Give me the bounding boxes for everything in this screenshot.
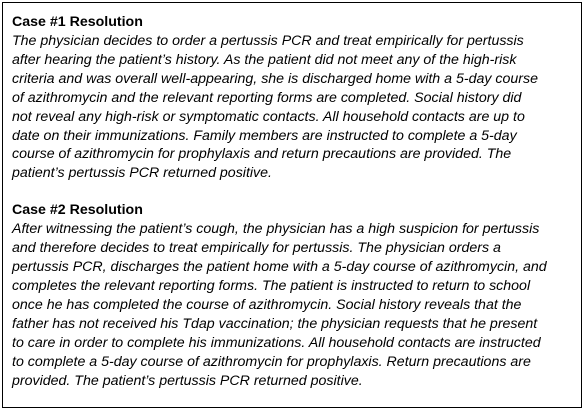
case-1-line: criteria and was overall well-appearing, she is discharged home with a 5-day course <box>12 70 538 87</box>
case-1-line: of azithromycin and the relevant reporting forms are completed. Social history did <box>12 89 522 106</box>
case-2-line: completes the relevant reporting forms. The patient is instructed to return to school <box>12 277 531 294</box>
case-1-line: after hearing the patient’s history. As the patient did not meet any of the high-risk <box>12 51 517 68</box>
case-1-line: patient’s pertussis PCR returned positive. <box>12 165 272 182</box>
case-2-line: After witnessing the patient’s cough, the physician has a high suspicion for pertussis <box>12 221 540 238</box>
case-1-line: course of azithromycin for prophylaxis and return precautions are provided. The <box>12 146 512 163</box>
case-2-line: to complete a 5-day course of azithromycin for prophylaxis. Return precautions are <box>12 353 531 370</box>
case-2-section <box>12 201 575 390</box>
case-2-title: Case #2 Resolution <box>12 202 143 219</box>
case-2-text <box>12 220 575 390</box>
case-2-line: father has not received his Tdap vaccination; the physician requests that he present <box>12 315 538 332</box>
case-1-section <box>12 13 575 183</box>
case-2-line: once he has completed the course of azithromycin. Social history reveals that the <box>12 296 522 313</box>
case-1-line: not reveal any high-risk or symptomatic contacts. All household contacts are up to <box>12 108 525 125</box>
case-resolutions-box <box>2 2 582 408</box>
case-1-line: date on their immunizations. Family members are instructed to complete a 5-day <box>12 127 517 144</box>
case-1-line: The physician decides to order a pertussis PCR and treat empirically for pertussis <box>12 33 524 49</box>
case-2-line: and therefore decides to treat empirically for pertussis. The physician orders a <box>12 240 501 257</box>
section-spacer <box>12 183 575 201</box>
case-2-line: to care in order to complete his immunizations. All household contacts are instructed <box>12 334 541 351</box>
case-1-text <box>12 32 575 183</box>
case-1-title: Case #1 Resolution <box>12 14 143 30</box>
case-2-line: pertussis PCR, discharges the patient home with a 5-day course of azithromycin, and <box>12 259 547 276</box>
case-2-line: provided. The patient’s pertussis PCR returned positive. <box>12 372 363 389</box>
